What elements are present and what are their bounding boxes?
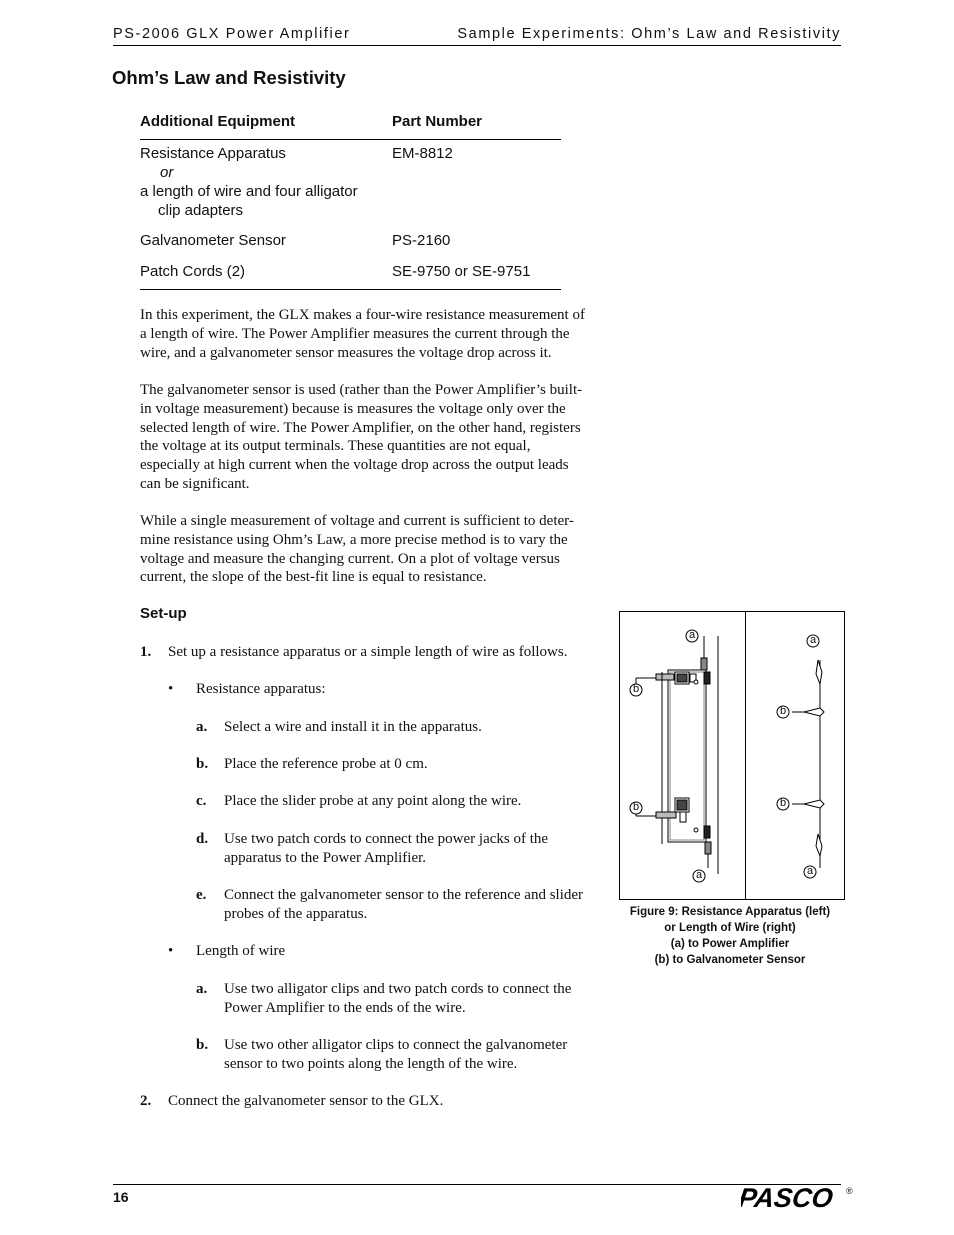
bullet-2-text: Length of wire bbox=[196, 943, 286, 959]
sub-step-letter: d. bbox=[196, 831, 209, 847]
sub-step-text: Use two other alligator clips to connect the galvanometer sensor to two points along the length of the wire. bbox=[224, 1037, 568, 1072]
table-row-3-item: Patch Cords (2) bbox=[140, 263, 246, 280]
setup-heading: Set-up bbox=[140, 605, 187, 622]
paragraph-3: While a single measurement of voltage and current is sufficient to deter-mine resistance using Ohm’s Law, a more precise method is to vary the voltage and measure the changing current. On a plot of voltage versus current, the slope of the best-fit line is equal to resistance. bbox=[140, 513, 574, 586]
sub-step-letter: a. bbox=[196, 719, 208, 735]
footer-rule bbox=[113, 1184, 841, 1185]
step-1-number: 1. bbox=[140, 644, 152, 660]
sub-step-text: Use two alligator clips and two patch cords to connect the Power Amplifier to the ends of the wire. bbox=[224, 981, 572, 1016]
label-b-galv-bottom-right: b bbox=[780, 797, 787, 809]
label-a-power-top-right: a bbox=[810, 634, 817, 646]
item-line: clip adapters bbox=[158, 202, 244, 219]
table-row-2-item: Galvanometer Sensor bbox=[140, 232, 286, 249]
table-row-1-part: EM-8812 bbox=[392, 145, 453, 162]
caption-line: (a) to Power Amplifier bbox=[670, 938, 790, 950]
label-b-galv-top-right: b bbox=[780, 705, 787, 717]
sub-step-letter: b. bbox=[196, 756, 209, 772]
figure-caption bbox=[610, 904, 850, 968]
caption-line: (b) to Galvanometer Sensor bbox=[654, 954, 806, 966]
label-a-power-bottom-left: a bbox=[696, 869, 703, 881]
figure-9 bbox=[619, 611, 845, 900]
sub-step-text: Use two patch cords to connect the power jacks of the apparatus to the Power Amplifier. bbox=[224, 831, 549, 866]
sub-step-text: Select a wire and install it in the apparatus. bbox=[224, 719, 482, 735]
table-row-1-item bbox=[140, 144, 390, 220]
caption-line: or Length of Wire (right) bbox=[664, 922, 796, 934]
page-header bbox=[113, 25, 841, 46]
table-header-equipment: Additional Equipment bbox=[140, 113, 295, 130]
caption-line: Figure 9: Resistance Apparatus (left) bbox=[629, 906, 831, 918]
label-a-power-bottom-right: a bbox=[807, 865, 814, 877]
step-2-number: 2. bbox=[140, 1093, 152, 1109]
table-row-2-part: PS-2160 bbox=[392, 232, 451, 249]
paragraph-2: The galvanometer sensor is used (rather than the Power Amplifier’s built-in voltage measurement) because is measures the voltage only over the selected length of wire. The Power Amplifier, on the other hand, registers the voltage at its output terminals. These quantities are not equal, especially at high current when the voltage drop across the output leads can be significant. bbox=[140, 382, 583, 492]
sub-step-text: Connect the galvanometer sensor to the reference and slider probes of the apparatus. bbox=[224, 887, 584, 922]
bullet-2-marker: • bbox=[168, 943, 174, 959]
section-title: Ohm’s Law and Resistivity bbox=[112, 67, 346, 88]
paragraph-1: In this experiment, the GLX makes a four-wire resistance measurement of a length of wire. The Power Amplifier measures the current through the wire, and a galvanometer sensor measures the voltage drop across it. bbox=[140, 307, 585, 361]
step-2-text: Connect the galvanometer sensor to the GLX. bbox=[168, 1093, 444, 1109]
pasco-logo bbox=[741, 1182, 841, 1217]
table-header-part-number: Part Number bbox=[392, 113, 483, 130]
step-1-text: Set up a resistance apparatus or a simple length of wire as follows. bbox=[168, 644, 568, 660]
label-a-power-top-left: a bbox=[689, 629, 696, 641]
sub-step-letter: c. bbox=[196, 793, 207, 809]
header-right: Sample Experiments: Ohm’s Law and Resistivity bbox=[457, 26, 841, 42]
table-rule-top bbox=[140, 139, 561, 140]
header-left: PS-2006 GLX Power Amplifier bbox=[113, 26, 351, 42]
sub-step-letter: b. bbox=[196, 1037, 209, 1053]
registered-mark: ® bbox=[846, 1186, 853, 1196]
item-line: Resistance Apparatus bbox=[140, 145, 286, 162]
item-line-or: or bbox=[160, 164, 174, 181]
resistance-apparatus-drawing bbox=[630, 630, 718, 882]
item-line: a length of wire and four alligator bbox=[140, 183, 358, 200]
table-rule-bottom bbox=[140, 289, 561, 290]
page-number: 16 bbox=[113, 1189, 129, 1205]
length-of-wire-drawing bbox=[777, 635, 824, 878]
svg-text:PASCO: PASCO bbox=[741, 1182, 835, 1212]
label-b-galv-bottom-left: b bbox=[633, 801, 640, 813]
sub-step-letter: a. bbox=[196, 981, 208, 997]
bullet-1-text: Resistance apparatus: bbox=[196, 681, 326, 697]
sub-step-text: Place the reference probe at 0 cm. bbox=[224, 756, 428, 772]
sub-step-text: Place the slider probe at any point along the wire. bbox=[224, 793, 522, 809]
table-row-3-part: SE-9750 or SE-9751 bbox=[392, 263, 531, 280]
bullet-1-marker: • bbox=[168, 681, 174, 697]
figure-drawing bbox=[620, 612, 844, 899]
sub-step-letter: e. bbox=[196, 887, 207, 903]
label-b-galv-top-left: b bbox=[633, 683, 640, 695]
